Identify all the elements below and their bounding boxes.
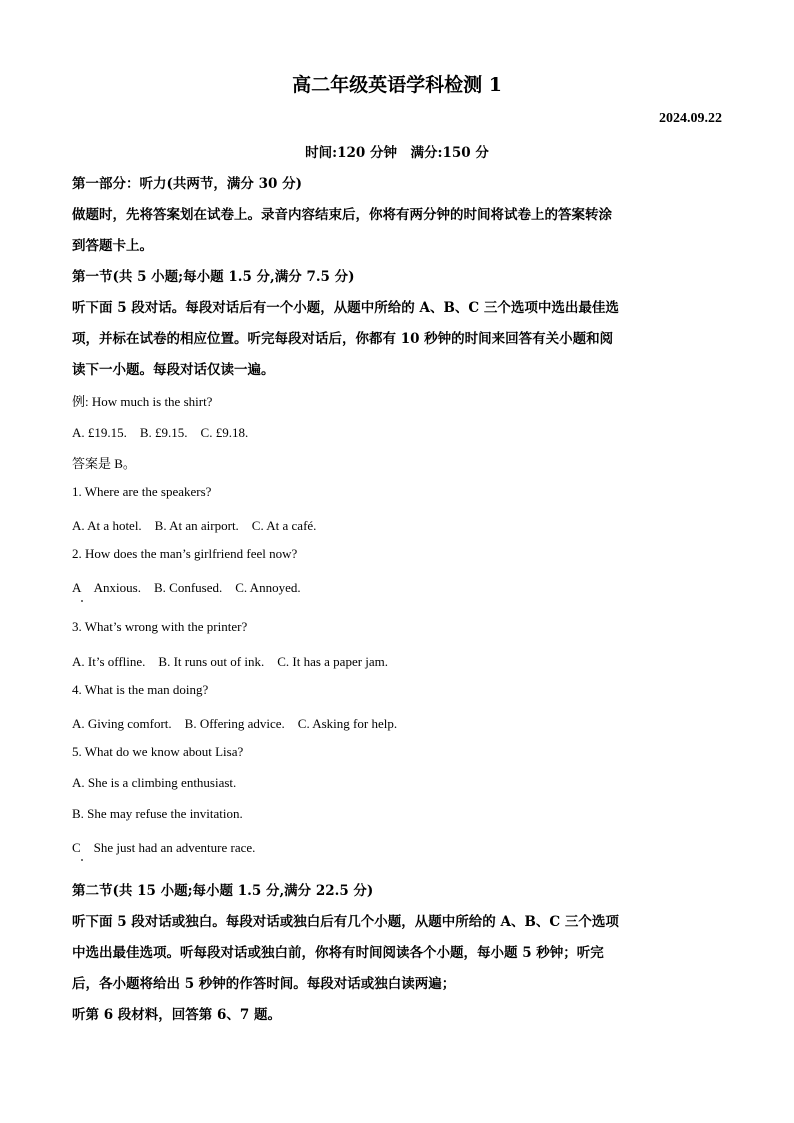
question-1-stem: 1. Where are the speakers?	[72, 484, 212, 499]
section1-instruction-line: 项，并标在试卷的相应位置。听完每段对话后，你都有 10 秒钟的时间来回答有关小题和阅	[72, 331, 614, 347]
part1-instruction-line: 做题时，先将答案划在试卷上。录音内容结束后，你将有两分钟的时间将试卷上的答案转涂	[72, 207, 612, 223]
question-4-stem: 4. What is the man doing?	[72, 682, 209, 697]
question-4-options: A. Giving comfort. B. Offering advice. C. Asking for help.	[72, 716, 398, 731]
example-question: 例: How much is the shirt?	[72, 394, 213, 409]
question-5-option-a: A. She is a climbing enthusiast.	[72, 775, 237, 790]
section1-instruction-line: 听下面 5 段对话。每段对话后有一个小题，从题中所给的 A、B、C 三个选项中选出最佳选	[72, 300, 619, 316]
question-2-stem: 2. How does the man’s girlfriend feel now?	[72, 546, 298, 561]
question-3-options: A. It’s offline. B. It runs out of ink. C. It has a paper jam.	[72, 654, 389, 669]
section1-heading: 第一节(共 5 小题;每小题 1.5 分,满分 7.5 分)	[72, 269, 355, 285]
exam-date: 2024.09.22	[659, 111, 722, 126]
question-5-stem: 5. What do we know about Lisa?	[72, 744, 244, 759]
time-and-score: 时间:120 分钟 满分:150 分	[305, 145, 489, 161]
section2-heading: 第二节(共 15 小题;每小题 1.5 分,满分 22.5 分)	[72, 883, 374, 899]
question-5-option-b: B. She may refuse the invitation.	[72, 806, 243, 821]
example-answer: 答案是 B。	[72, 456, 136, 471]
exam-title: 高二年级英语学科检测 1	[292, 74, 502, 96]
stray-dot	[81, 600, 83, 602]
part1-heading: 第一部分：听力(共两节，满分 30 分)	[72, 176, 302, 192]
question-3-stem: 3. What’s wrong with the printer?	[72, 619, 248, 634]
question-5-option-c: C She just had an adventure race.	[72, 840, 256, 855]
question-2-options: A Anxious. B. Confused. C. Annoyed.	[72, 580, 301, 595]
section2-instruction-line: 中选出最佳选项。听每段对话或独白前，你将有时间阅读各个小题，每小题 5 秒钟；听完	[72, 945, 604, 961]
question-1-options: A. At a hotel. B. At an airport. C. At a café.	[72, 518, 317, 533]
section2-instruction-line: 听下面 5 段对话或独白。每段对话或独白后有几个小题，从题中所给的 A、B、C 三个选项	[72, 914, 619, 930]
section2-instruction-line: 后，各小题将给出 5 秒钟的作答时间。每段对话或独白读两遍；	[72, 976, 456, 992]
part1-instruction-line: 到答题卡上。	[72, 238, 153, 254]
section1-instruction-line: 读下一小题。每段对话仅读一遍。	[72, 362, 275, 378]
example-options: A. £19.15. B. £9.15. C. £9.18.	[72, 425, 249, 440]
section2-material-note: 听第 6 段材料，回答第 6、7 题。	[72, 1007, 281, 1023]
stray-dot	[81, 859, 83, 861]
